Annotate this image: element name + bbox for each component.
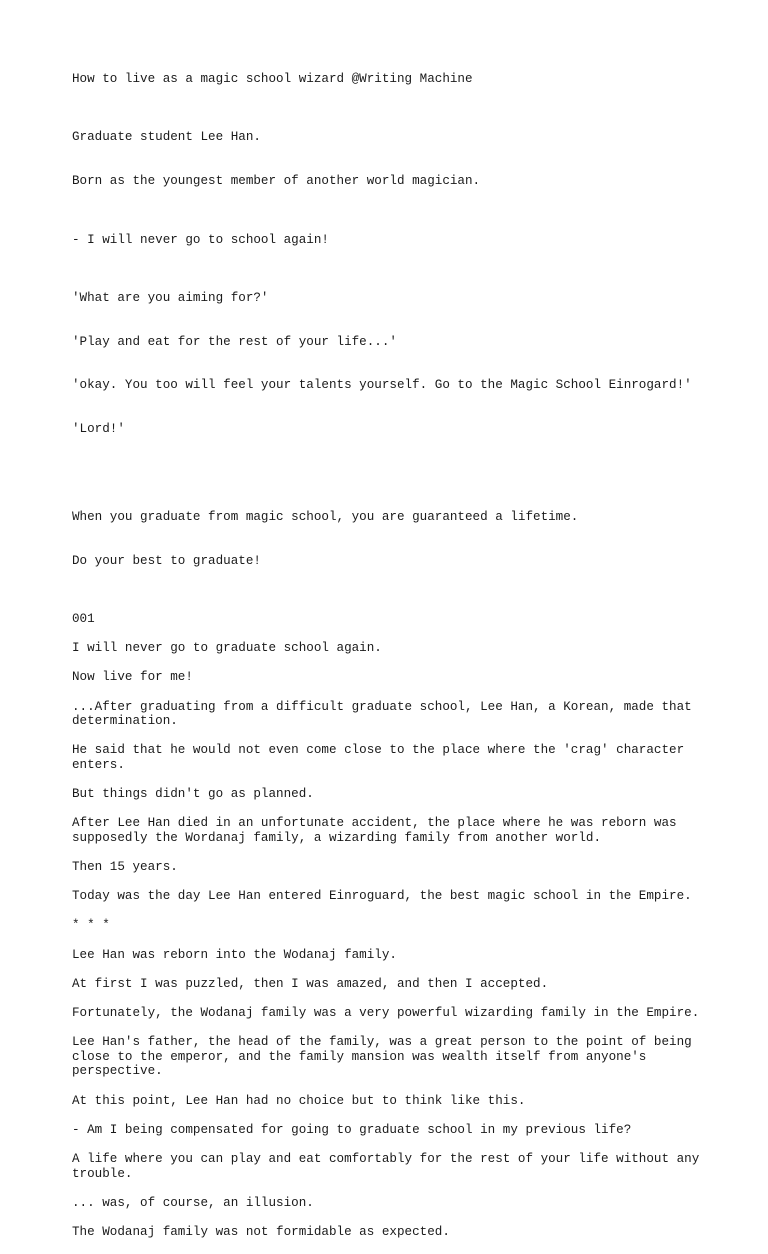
paragraph: At first I was puzzled, then I was amazed, and then I accepted.: [72, 976, 549, 991]
chapter-number: 001: [72, 611, 95, 626]
paragraph: ... was, of course, an illusion.: [72, 1195, 314, 1210]
paragraph: A life where you can play and eat comfortably for the rest of your life without any trouble.: [72, 1151, 707, 1181]
paragraph: At this point, Lee Han had no choice but to think like this.: [72, 1093, 526, 1108]
guarantee-line: Do your best to graduate!: [72, 553, 261, 568]
paragraph: Then 15 years.: [72, 860, 178, 875]
dialogue-line: 'What are you aiming for?': [72, 290, 269, 305]
dialogue-line: 'okay. You too will feel your talents yourself. Go to the Magic School Einrogard!': [72, 378, 692, 393]
paragraph: Fortunately, the Wodanaj family was a very powerful wizarding family in the Empire.: [72, 1006, 700, 1020]
paragraph: Lee Han was reborn into the Wodanaj family.: [72, 947, 397, 962]
guarantee-block: [72, 481, 712, 598]
intro-line: Graduate student Lee Han.: [72, 130, 261, 145]
dialogue-block: [72, 262, 712, 466]
document-body: [72, 72, 712, 1254]
paragraph: Now live for me!: [72, 670, 193, 685]
intro-line: Born as the youngest member of another world magician.: [72, 174, 481, 189]
paragraph: Today was the day Lee Han entered Einroguard, the best magic school in the Empire.: [72, 889, 692, 904]
guarantee-line: When you graduate from magic school, you are guaranteed a lifetime.: [72, 509, 579, 524]
paragraph: But things didn't go as planned.: [72, 787, 314, 802]
quote-line: - I will never go to school again!: [72, 232, 329, 247]
paragraph: Lee Han's father, the head of the family, was a great person to the point of being close to the emperor, and the family mansion was wealth itself from anyone's perspective.: [72, 1035, 700, 1079]
paragraph: He said that he would not even come close to the place where the 'crag' character enters.: [72, 743, 692, 772]
section-divider: * * *: [72, 918, 110, 933]
paragraph: I will never go to graduate school again.: [72, 641, 382, 656]
dialogue-line: 'Lord!': [72, 422, 125, 437]
intro-block: [72, 101, 712, 218]
paragraph: ...After graduating from a difficult graduate school, Lee Han, a Korean, made that determination.: [72, 699, 700, 729]
dialogue-line: 'Play and eat for the rest of your life...': [72, 334, 397, 349]
paragraph: - Am I being compensated for going to graduate school in my previous life?: [72, 1122, 632, 1137]
paragraph: The Wodanaj family was not formidable as expected.: [72, 1224, 450, 1239]
document-title: How to live as a magic school wizard @Writing Machine: [72, 72, 473, 86]
paragraph: After Lee Han died in an unfortunate accident, the place where he was reborn was supposedly the Wordanaj family, a wizarding family from another world.: [72, 816, 685, 845]
